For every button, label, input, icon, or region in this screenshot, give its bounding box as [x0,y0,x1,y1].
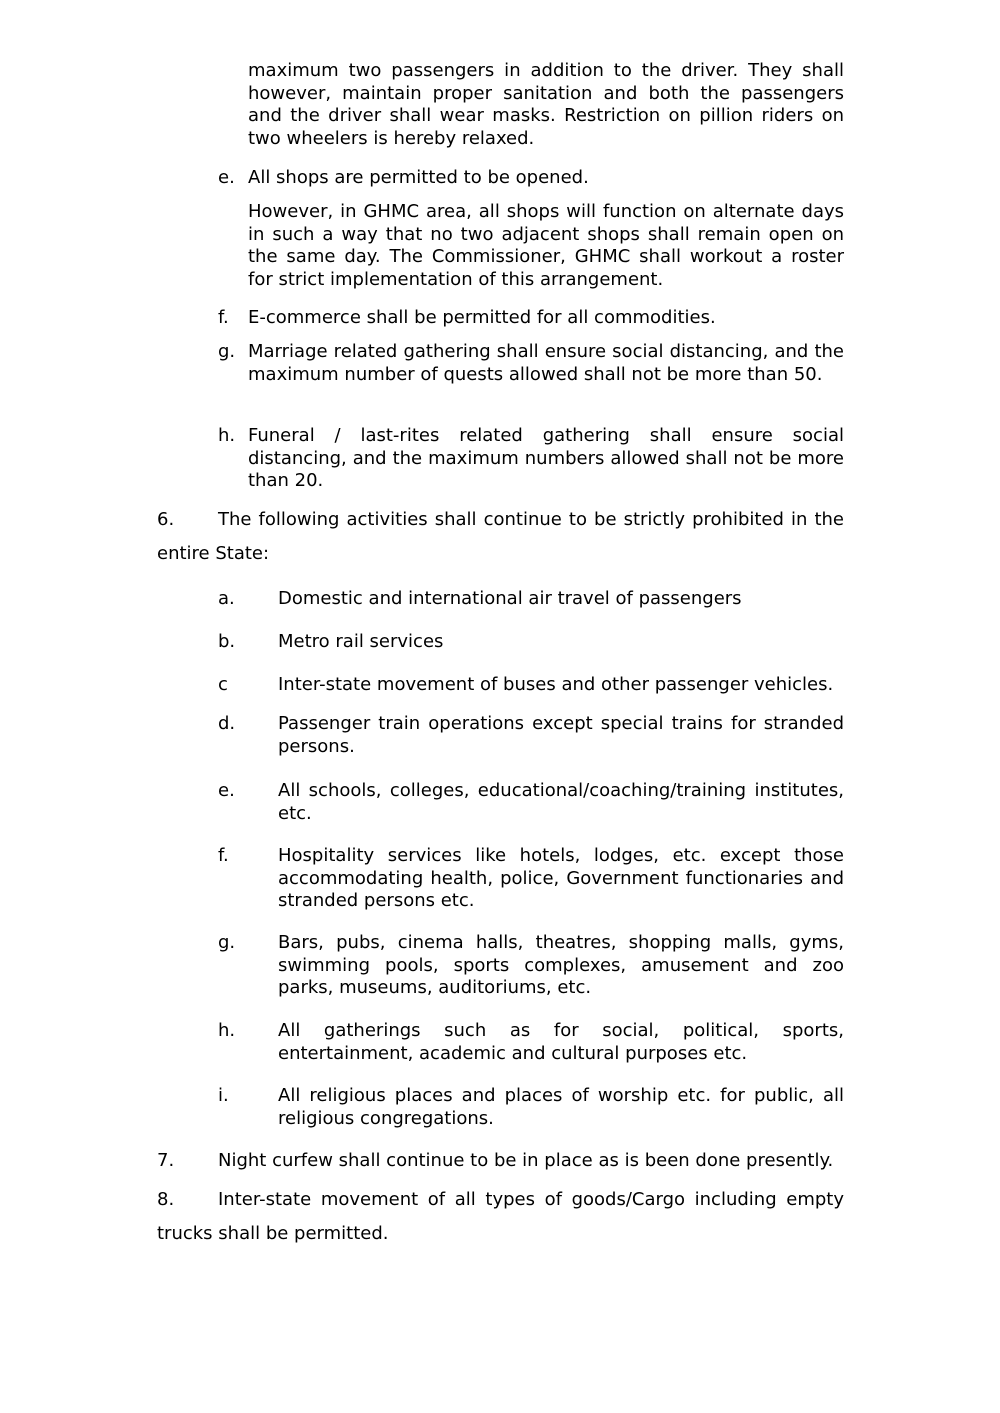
paragraph-6-item-c [218,674,844,697]
paragraph-6-item-e [218,780,844,825]
paragraph-6-item-b-text: Metro rail services [278,631,444,652]
paragraph-6-item-g-label: g. [218,932,236,953]
paragraph-6-number: 6. [157,509,175,530]
paragraph-6-item-i [218,1085,844,1130]
clause5-item-h-label: h. [218,425,236,446]
paragraph-6-item-i-text: All religious places and places of worship etc. for public, all religious congregations. [278,1085,844,1129]
paragraph-6-item-c-text: Inter-state movement of buses and other passenger vehicles. [278,674,834,695]
paragraph-6-item-h-label: h. [218,1020,236,1041]
clause5-item-e-text: All shops are permitted to be opened. [248,167,589,188]
paragraph-6-heading [157,503,844,571]
clause5-item-e-label: e. [218,167,235,188]
paragraph-6-item-a-label: a. [218,588,235,609]
paragraph-6-item-c-label: c [218,674,228,695]
paragraph-6-item-g-text: Bars, pubs, cinema halls, theatres, shopping malls, gyms, swimming pools, sports complexes, amusement and zoo parks, museums, auditoriums, etc. [278,932,844,998]
paragraph-6-item-d-label: d. [218,713,236,734]
clause5-item-e [218,167,844,190]
paragraph-6-item-h [218,1020,844,1065]
paragraph-6-item-b [218,631,844,654]
paragraph-7 [157,1150,844,1173]
paragraph-8-number: 8. [157,1189,175,1210]
paragraph-6-line1-text: The following activities shall continue to be strictly prohibited in the [218,509,844,530]
paragraph-6-line2: entire State: [157,543,270,564]
paragraph-6-item-f-text: Hospitality services like hotels, lodges, etc. except those accommodating health, police, Government functionaries and stranded persons etc. [278,845,844,911]
clause5-item-h-text: Funeral / last-rites related gathering shall ensure social distancing, and the maximum numbers allowed shall not be more than 20. [248,425,844,491]
paragraph-6-item-g [218,932,844,1000]
clause5-item-g [218,341,844,386]
paragraph-6-item-d-text: Passenger train operations except special trains for stranded persons. [278,713,844,757]
clause5-item-g-text: Marriage related gathering shall ensure social distancing, and the maximum number of quests allowed shall not be more than 50. [248,341,844,385]
paragraph-6-item-e-text: All schools, colleges, educational/coaching/training institutes, etc. [278,780,844,824]
clause5-item-f-text: E-commerce shall be permitted for all commodities. [248,307,716,328]
paragraph-6-item-a-text: Domestic and international air travel of passengers [278,588,742,609]
paragraph-8-line2: trucks shall be permitted. [157,1223,389,1244]
clause5-item-g-label: g. [218,341,236,362]
paragraph-8 [157,1183,844,1251]
paragraph-6-item-e-label: e. [218,780,235,801]
paragraph-6-item-h-text: All gatherings such as for social, political, sports, entertainment, academic and cultural purposes etc. [278,1020,844,1064]
paragraph-8-line1 [157,1183,844,1217]
clause5-item-h [218,425,844,493]
clause5-item-f [218,307,844,330]
paragraph-7-number: 7. [157,1150,175,1171]
clause5-d-continuation-text: maximum two passengers in addition to the driver. They shall however, maintain proper sanitation and both the passengers and the driver shall wear masks. Restriction on pillion riders on two wheelers is hereby relaxed. [248,60,844,149]
clause5-d-continuation [218,60,844,150]
paragraph-6-item-d [218,713,844,758]
paragraph-6-item-f-label: f. [218,845,229,866]
paragraph-6-item-a [218,588,844,611]
paragraph-7-text: Night curfew shall continue to be in place as is been done presently. [218,1150,834,1171]
paragraph-6-item-i-label: i. [218,1085,229,1106]
paragraph-6-item-f [218,845,844,913]
clause5-item-e-note-text: However, in GHMC area, all shops will function on alternate days in such a way that no two adjacent shops shall remain open on the same day. The Commissioner, GHMC shall workout a roster for strict implementation of this arrangement. [248,201,844,290]
paragraph-8-line1-text: Inter-state movement of all types of goods/Cargo including empty [218,1189,844,1210]
paragraph-6-line1 [157,503,844,537]
clause5-item-e-note [218,201,844,291]
paragraph-6-item-b-label: b. [218,631,236,652]
clause5-item-f-label: f. [218,307,229,328]
